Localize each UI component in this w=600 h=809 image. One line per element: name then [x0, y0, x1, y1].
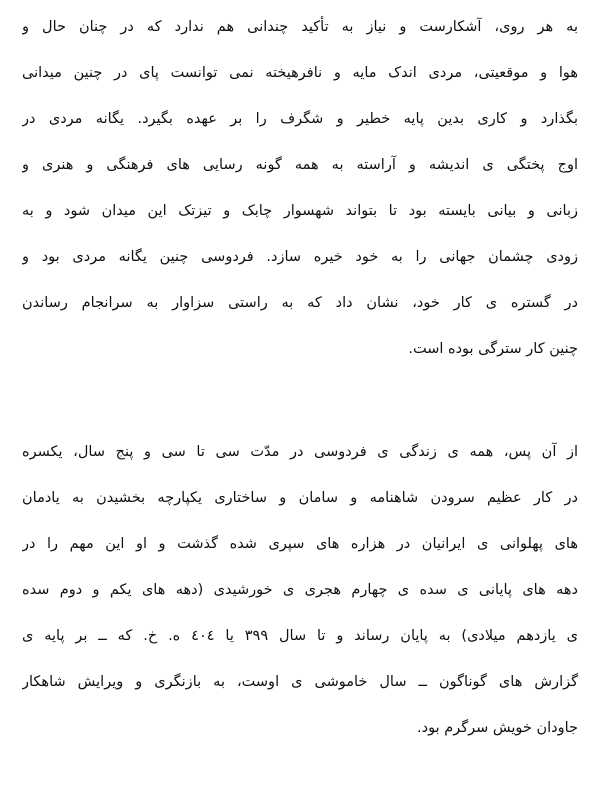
text-line: بگذارد و کاری بدین پایه خطیر و شگرف را بر عهده بگیرد. یگانه مردی در — [22, 111, 578, 127]
text-line: هوا و موقعیتی، مردی اندک مایه و نافرهیخته نمی توانست پای در چنین میدانی — [22, 65, 578, 81]
text-line: در گستره ی کار خود، نشان داد که به راستی سزاوار به سرانجام رساندن — [22, 295, 578, 311]
paragraph — [22, 429, 578, 751]
text-line: زودی چشمان جهانی را به خود خیره سازد. فردوسی چنین یگانه مردی بود و — [22, 249, 578, 265]
paragraph — [22, 4, 578, 372]
text-line: در کار عظیم سرودن شاهنامه و سامان و ساختاری یکپارچه بخشیدن به یادمان — [22, 490, 578, 506]
text-line: دهه های پایانی ی سده ی چهارم هجری ی خورشیدی (دهه های یکم و دوم سده — [22, 582, 578, 598]
text-line: به هر روی، آشکارست و نیاز به تأکید چندانی هم ندارد که در چنان حال و — [22, 19, 578, 35]
text-line: جاودان خویش سرگرم بود. — [417, 720, 578, 736]
text-line: های پهلوانی ی ایرانیان در هزاره های سپری شده گذشت و او این مهم را در — [22, 536, 578, 552]
text-line: اوج پختگی ی اندیشه و آراسته به همه گونه رسایی های فرهنگی و هنری و — [22, 157, 578, 173]
text-line: زبانی و بیانی بایسته بود تا بتواند شهسوار چابک و تیزتک این میدان شود و به — [22, 203, 578, 219]
text-line: از آن پس، همه ی زندگی ی فردوسی در مدّت سی تا سی و پنج سال، یکسره — [22, 444, 578, 460]
text-line: ی یازدهم میلادی) به پایان رساند و تا سال ۳۹۹ یا ٤٠٤ ه. خ. که ــ بر پایه ی — [22, 628, 578, 644]
text-line: گزارش های گوناگون ــ سال خاموشی ی اوست، به بازنگری و ویرایش شاهکار — [22, 674, 578, 690]
text-line: چنین کار سترگی بوده است. — [408, 341, 578, 357]
